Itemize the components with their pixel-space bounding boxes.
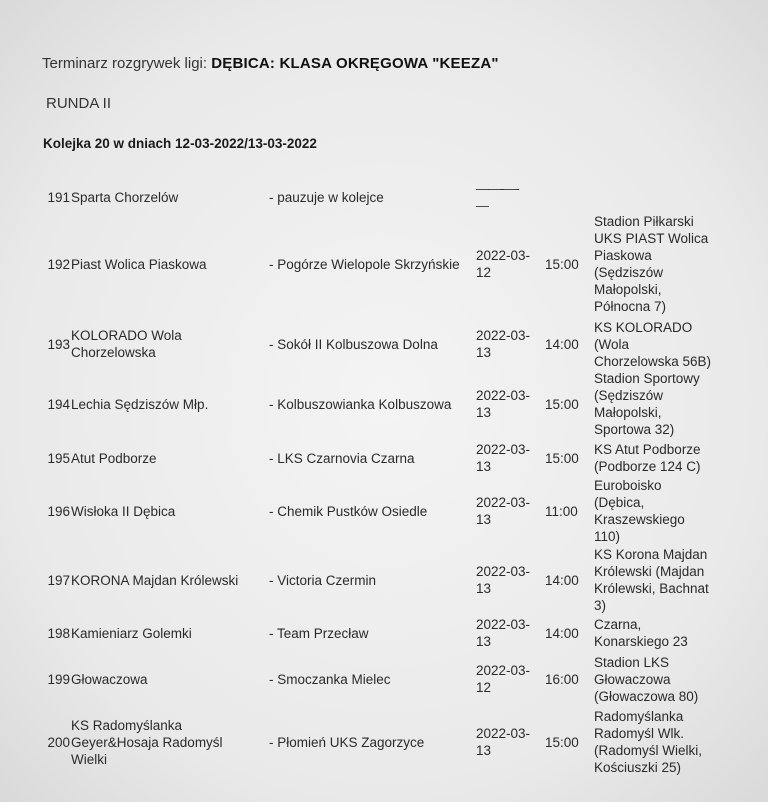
league-title <box>42 55 499 72</box>
away-team: - LKS Czarnovia Czarna <box>269 450 415 466</box>
away-team: - Smoczanka Mielec <box>269 671 391 687</box>
match-number: 192 <box>47 256 70 272</box>
table-row <box>0 616 768 650</box>
match-venue: Radomyślanka Radomyśl Wlk. (Radomyśl Wielki, Kościuszki 25) <box>594 709 703 775</box>
away-team: - Sokół II Kolbuszowa Dolna <box>269 336 438 352</box>
match-time: 14:00 <box>545 336 579 352</box>
match-number: 200 <box>47 734 70 750</box>
table-row <box>0 214 768 314</box>
match-time: 15:00 <box>545 256 579 272</box>
match-venue: Stadion Piłkarski UKS PIAST Wolica Piaskowa (Sędziszów Małopolski, Północna 7) <box>594 214 709 314</box>
match-date: 2022-03- 13 <box>476 564 531 596</box>
match-number: 191 <box>47 189 70 205</box>
match-date: 2022-03- 13 <box>476 328 531 360</box>
home-team: Wisłoka II Dębica <box>71 503 176 519</box>
match-number: 195 <box>47 450 70 466</box>
match-number: 196 <box>47 503 70 519</box>
home-team: KORONA Majdan Królewski <box>71 572 239 588</box>
match-date: 2022-03- 12 <box>476 248 531 280</box>
match-venue <box>594 180 754 214</box>
home-team: KOLORADO Wola Chorzelowska <box>71 328 182 360</box>
home-team: Atut Podborze <box>71 450 157 466</box>
match-date: ——-—- — <box>476 181 519 213</box>
away-team: - Pogórze Wielopole Skrzyńskie <box>269 256 460 272</box>
away-team: - Płomień UKS Zagorzyce <box>269 734 425 750</box>
match-venue: Euroboisko (Dębica, Kraszewskiego 110) <box>594 478 685 544</box>
table-row <box>0 654 768 704</box>
match-number: 197 <box>47 572 70 588</box>
match-time: 15:00 <box>545 396 579 412</box>
match-venue: KS Atut Podborze (Podborze 124 C) <box>594 442 701 474</box>
match-date: 2022-03- 13 <box>476 726 531 758</box>
home-team: Sparta Chorzelów <box>71 189 179 205</box>
match-time: 14:00 <box>545 572 579 588</box>
table-row <box>0 180 768 214</box>
league-name: DĘBICA: KLASA OKRĘGOWA "KEEZA" <box>211 55 499 72</box>
home-team: Głowaczowa <box>71 671 148 687</box>
league-prefix: Terminarz rozgrywek ligi: <box>42 55 208 72</box>
home-team: Piast Wolica Piaskowa <box>71 256 207 272</box>
match-date: 2022-03- 13 <box>476 495 531 527</box>
away-team: - Chemik Pustków Osiedle <box>269 503 428 519</box>
table-row <box>0 318 768 370</box>
match-time: 15:00 <box>545 450 579 466</box>
match-time: 15:00 <box>545 734 579 750</box>
match-date: 2022-03- 13 <box>476 442 531 474</box>
match-time <box>545 180 590 214</box>
table-row <box>0 546 768 614</box>
match-number: 198 <box>47 625 70 641</box>
match-venue: Czarna, Konarskiego 23 <box>594 617 688 649</box>
matchday-heading: Kolejka 20 w dniach 12-03-2022/13-03-2022 <box>43 136 317 151</box>
table-row <box>0 440 768 476</box>
match-number: 194 <box>47 396 70 412</box>
match-date: 2022-03- 12 <box>476 663 531 695</box>
table-row <box>0 478 768 544</box>
away-team: - Kolbuszowianka Kolbuszowa <box>269 396 452 412</box>
match-venue: KS Korona Majdan Królewski (Majdan Królewski, Bachnat 3) <box>594 547 709 613</box>
match-date: 2022-03- 13 <box>476 388 531 420</box>
table-row <box>0 708 768 776</box>
away-team: - pauzuje w kolejce <box>269 189 384 205</box>
match-date: 2022-03- 13 <box>476 617 531 649</box>
away-team: - Team Przecław <box>269 625 369 641</box>
match-venue: Stadion Sportowy (Sędziszów Małopolski, Sportowa 32) <box>594 371 700 437</box>
table-row <box>0 370 768 438</box>
match-time: 16:00 <box>545 671 579 687</box>
match-number: 193 <box>47 336 70 352</box>
match-time: 14:00 <box>545 625 579 641</box>
home-team: Kamieniarz Golemki <box>71 625 192 641</box>
round-label: RUNDA II <box>46 95 112 112</box>
home-team: KS Radomyślanka Geyer&Hosaja Radomyśl Wielki <box>71 717 223 767</box>
match-time: 11:00 <box>545 503 578 519</box>
home-team: Lechia Sędziszów Młp. <box>71 396 209 412</box>
match-number: 199 <box>47 671 70 687</box>
match-venue: KS KOLORADO (Wola Chorzelowska 56B) <box>594 319 712 369</box>
match-venue: Stadion LKS Głowaczowa (Głowaczowa 80) <box>594 654 699 704</box>
away-team: - Victoria Czermin <box>269 572 377 588</box>
